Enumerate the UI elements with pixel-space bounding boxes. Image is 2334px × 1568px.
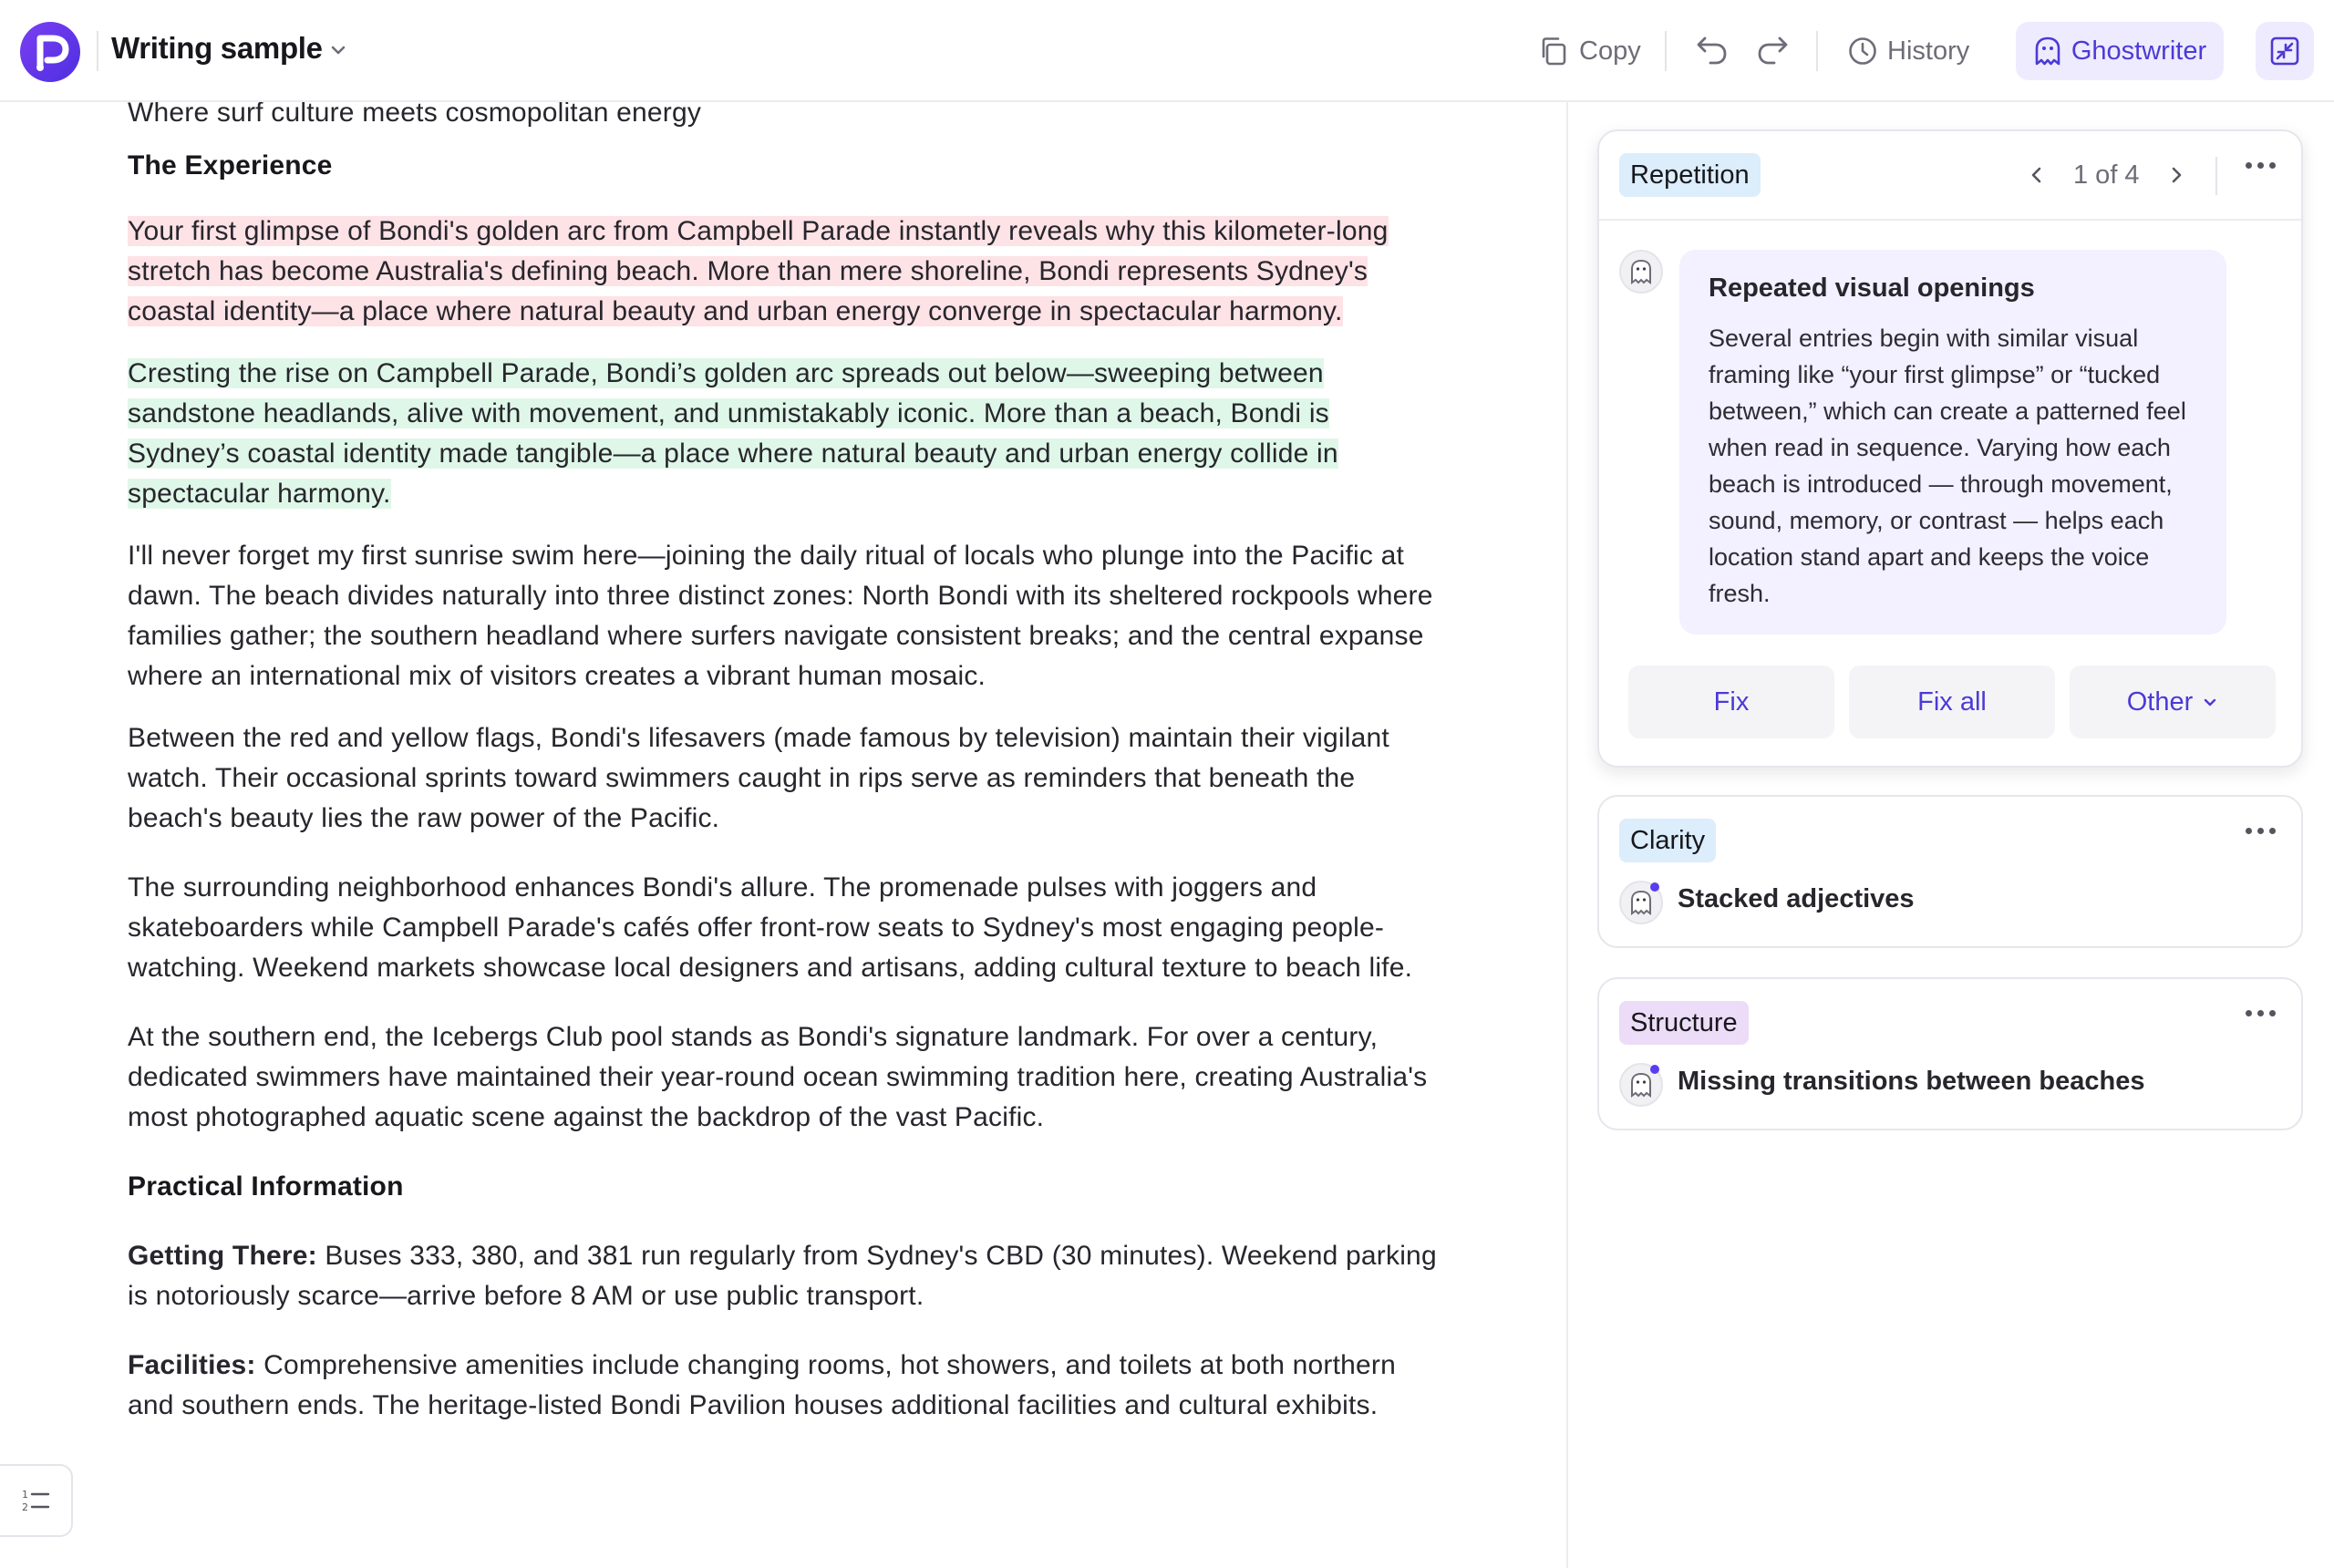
paragraph-original [128,211,1441,332]
divider [97,31,98,71]
heading-practical: Practical Information [128,1171,404,1202]
facilities-text: Comprehensive amenities include changing rooms, hot showers, and toilets at both northern and southern ends. The heritage-listed Bondi Pavilion houses additional facilities and cultural exhibits. [128,1350,1396,1420]
redo-icon[interactable] [1754,31,1791,67]
paragraph-flags: Between the red and yellow flags, Bondi's lifesavers (made famous by television) maintain their vigilant watch. Their occasional sprints toward swimmers caught in rips serve as reminders that beneath the beach's beauty lies the raw power of the Pacific. [128,723,1389,833]
suggestion-actions [1628,665,2276,738]
more-options-icon[interactable] [2246,1010,2276,1016]
divider [2215,157,2217,195]
category-tag: Structure [1619,1001,1749,1045]
history-label: History [1887,36,1970,66]
copy-label: Copy [1579,36,1641,66]
facilities-label: Facilities: [128,1350,256,1380]
suggestion-title: Repeated visual openings [1709,273,2035,303]
getting-there-label: Getting There: [128,1241,317,1271]
outline-button[interactable] [0,1464,73,1537]
paragraph-suggested [128,354,1441,514]
paragraph-neighborhood: The surrounding neighborhood enhances Bondi's allure. The promenade pulses with joggers and skateboarders while Campbell Parade's cafés offer front-row seats to Sydney's most engaging people-watching. Weekend markets showcase local designers and artisans, adding cultural texture to beach life. [128,872,1413,983]
collapse-icon [2268,35,2301,67]
suggestion-card-repetition[interactable] [1597,129,2303,768]
suggestion-body: Several entries begin with similar visual framing like “your first glimpse” or “tucked between,” which can create a patterned feel when read in sequence. Varying how each beach is introduced — through movement, sound, memory, or contrast — helps each location stand apart and keeps the voice fresh. [1709,325,2186,607]
more-options-icon[interactable] [2246,828,2276,834]
document-subtitle: Where surf culture meets cosmopolitan energy [128,102,702,128]
top-bar [0,0,2334,102]
pager-count: 1 of 4 [2073,160,2140,190]
ghostwriter-avatar [1619,1063,1663,1107]
ghostwriter-avatar [1619,881,1663,924]
suggestion-label: Missing transitions between beaches [1678,1067,2145,1096]
suggestion-label: Stacked adjectives [1678,884,1915,913]
paragraph-getting-there [128,1236,1441,1316]
chevron-right-icon[interactable] [2167,164,2185,186]
suggestion-card-structure[interactable] [1597,977,2303,1130]
more-options-icon[interactable] [2246,162,2276,169]
chevron-left-icon[interactable] [2028,164,2046,186]
copy-button[interactable] [1528,24,1650,78]
heading-experience: The Experience [128,150,333,181]
chevron-down-icon [2202,694,2218,710]
ghostwriter-button[interactable] [2016,22,2224,80]
collapse-panel-button[interactable] [2256,22,2314,80]
divider [1665,31,1667,71]
panel-divider [1566,102,1568,1568]
divider [1816,31,1818,71]
ghost-icon [1628,258,1654,285]
app-logo[interactable] [20,22,80,82]
ghostwriter-avatar [1619,250,1663,294]
svg-text:2: 2 [22,1501,28,1513]
removed-text-highlight[interactable]: Your first glimpse of Bondi's golden arc from Campbell Parade instantly reveals why this kilometer-long stretch has become Australia's defining beach. More than mere shoreline, Bondi represents Sydney's coastal identity—a place where natural beauty and urban energy converge in spectacular harmony. [128,216,1389,326]
category-tag: Repetition [1619,153,1761,197]
document-editor[interactable] [0,102,1566,1568]
paragraph-icebergs: At the southern end, the Icebergs Club pool stands as Bondi's signature landmark. For over a century, dedicated swimmers have maintained their year-round ocean swimming tradition here, creating Australia's most photographed aquatic scene against the backdrop of the vast Pacific. [128,1022,1428,1132]
category-tag: Clarity [1619,819,1716,862]
suggestion-message [1679,250,2226,634]
fix-all-label: Fix all [1917,686,1987,717]
ghost-icon [2033,36,2062,67]
history-button[interactable] [1838,24,1978,78]
numbered-list-icon [20,1485,51,1516]
ghostwriter-label: Ghostwriter [2071,36,2207,66]
divider [1599,219,2301,221]
document-title[interactable]: Writing sample [111,31,323,65]
fix-label: Fix [1713,686,1750,717]
suggestion-card-clarity[interactable] [1597,795,2303,948]
paragraph-sunrise: I'll never forget my first sunrise swim here—joining the daily ritual of locals who plunge into the Pacific at dawn. The beach divides naturally into three distinct zones: North Bondi with its sheltered rockpools where families gather; the southern headland where surfers navigate consistent breaks; and the central expanse where an international mix of visitors creates a vibrant human mosaic. [128,541,1433,691]
unread-dot [1650,882,1659,892]
other-label: Other [2126,686,2194,717]
getting-there-text: Buses 333, 380, and 381 run regularly from Sydney's CBD (30 minutes). Weekend parking is notoriously scarce—arrive before 8 AM or use public transport. [128,1241,1437,1311]
undo-icon[interactable] [1694,31,1730,67]
fix-button[interactable] [1628,665,1834,738]
copy-icon [1537,35,1570,67]
suggestion-pager [2028,157,2185,193]
svg-text:1: 1 [22,1489,28,1501]
suggested-text-highlight[interactable]: Cresting the rise on Campbell Parade, Bondi’s golden arc spreads out below—sweeping between sandstone headlands, alive with movement, and unmistakably iconic. More than a beach, Bondi is Sydney’s coastal identity made tangible—a place where natural beauty and urban energy collide in spectacular harmony. [128,358,1338,509]
logo-icon [20,22,80,82]
ghost-icon [1628,889,1654,916]
paragraph-facilities [128,1346,1441,1426]
chevron-down-icon[interactable] [328,40,348,60]
clock-icon [1847,36,1878,67]
fix-all-button[interactable] [1849,665,2055,738]
other-dropdown-button[interactable] [2070,665,2276,738]
document-body[interactable] [128,102,1441,1448]
unread-dot [1650,1065,1659,1074]
ghost-icon [1628,1071,1654,1099]
